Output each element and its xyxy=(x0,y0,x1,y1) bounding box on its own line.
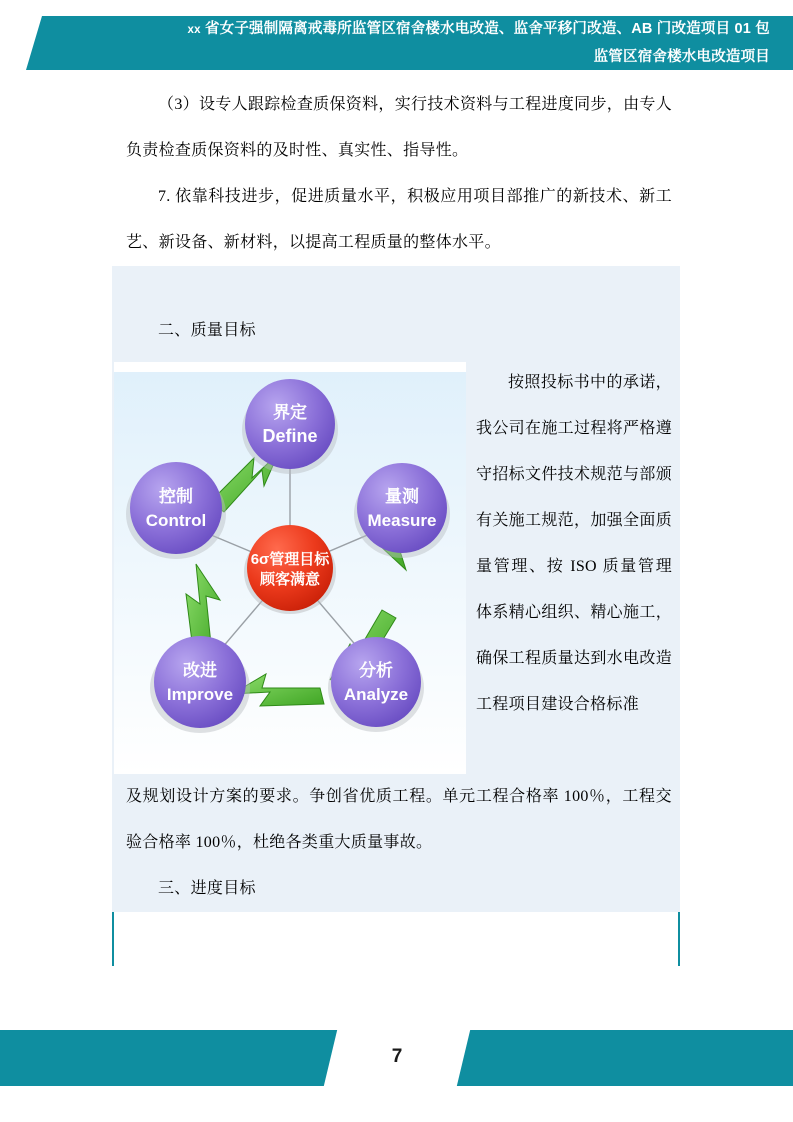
header-title-line1: 省女子强制隔离戒毒所监管区宿舍楼水电改造、监舍平移门改造、AB 门改造项目 01 包 xyxy=(204,21,770,37)
footer-triangle-right xyxy=(453,1014,474,1102)
paragraph-block-1 xyxy=(112,82,680,174)
header-title-prefix: xx xyxy=(187,24,201,36)
page-footer xyxy=(0,1000,793,1122)
paragraph-quality-commitment: 按照投标书中的承诺，我公司在施工过程将严格遵守招标文件技术规范与部颁有关施工规范，加强全面质量管理、按 ISO 质量管理体系精心组织、精心施工，确保工程质量达到水电改造工程项目建设合格标准 xyxy=(476,374,672,713)
svg-text:Control: Control xyxy=(145,511,207,530)
paragraph-technology: 7. 依靠科技进步，促进质量水平，积极应用项目部推广的新技术、新工艺、新设备、新材料，以提高工程质量的整体水平。 xyxy=(126,188,672,251)
page-header xyxy=(0,0,793,72)
header-title-line2: 监管区宿舍楼水电改造项目 xyxy=(593,49,770,65)
svg-text:6σ管理目标: 6σ管理目标 xyxy=(250,551,330,568)
section-schedule-goal xyxy=(112,866,680,912)
svg-text:界定: 界定 xyxy=(273,403,307,422)
page-number: 7 xyxy=(391,1046,403,1067)
paragraph-quality-rates: 及规划设计方案的要求。争创省优质工程。单元工程合格率 100％，工程交验合格率 100％，杜绝各类重大质量事故。 xyxy=(126,788,672,851)
paragraph-block-2 xyxy=(112,174,680,266)
svg-text:Measure: Measure xyxy=(367,511,437,530)
footer-triangle-left xyxy=(320,1014,341,1102)
svg-text:改进: 改进 xyxy=(183,661,217,680)
svg-text:Define: Define xyxy=(262,426,318,446)
svg-text:顾客满意: 顾客满意 xyxy=(259,571,321,588)
paragraph-quality-records: （3）设专人跟踪检查质保资料，实行技术资料与工程进度同步，由专人负责检查质保资料的及时性、真实性、指导性。 xyxy=(126,96,672,159)
header-title xyxy=(30,16,770,70)
svg-text:量测: 量测 xyxy=(385,487,419,506)
svg-text:控制: 控制 xyxy=(159,487,193,506)
six-sigma-figure xyxy=(114,362,466,774)
svg-text:Analyze: Analyze xyxy=(343,685,409,704)
heading-quality-goal: 二、质量目标 xyxy=(158,322,256,339)
spacer-band xyxy=(112,266,680,308)
document-content xyxy=(112,82,680,912)
heading-schedule-goal: 三、进度目标 xyxy=(158,880,256,897)
svg-text:分析: 分析 xyxy=(359,661,393,680)
svg-text:Improve: Improve xyxy=(166,685,234,704)
figure-and-text-block xyxy=(112,354,680,866)
section-quality-goal xyxy=(112,308,680,354)
header-left-notch xyxy=(0,16,26,70)
six-sigma-diagram-icon xyxy=(114,362,466,774)
